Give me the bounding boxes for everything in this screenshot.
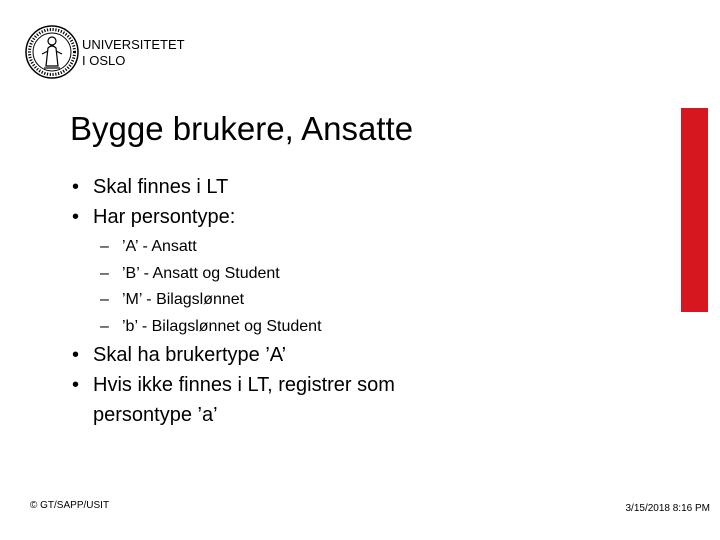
bullet-text: Skal finnes i LT [93, 176, 229, 198]
university-name-line2: I OSLO [82, 53, 126, 68]
university-seal-icon [24, 24, 80, 80]
university-name [82, 37, 185, 69]
sub-bullet-item [100, 314, 322, 341]
bullet-text: Har persontype: [93, 206, 236, 228]
sub-bullet-text: ’B’ - Ansatt og Student [122, 264, 280, 282]
dash-icon: – [100, 264, 109, 282]
sub-bullet-text: ’b’ - Bilagslønnet og Student [122, 317, 322, 335]
bullet-list-bottom [72, 340, 472, 430]
sub-bullet-text: ’M’ - Bilagslønnet [122, 291, 245, 308]
bullet-item [72, 172, 672, 202]
bullet-item [72, 340, 472, 370]
accent-bar [681, 108, 708, 312]
bullet-item [72, 202, 672, 232]
bullet-icon: • [72, 176, 80, 198]
sub-bullet-text: ’A’ - Ansatt [122, 238, 197, 255]
bullet-item [72, 370, 472, 430]
slide-title: Bygge brukere, Ansatte [70, 110, 414, 147]
bullet-icon: • [72, 374, 80, 396]
sub-bullet-item [100, 234, 322, 261]
bullet-list-top [72, 172, 672, 232]
bullet-icon: • [72, 206, 80, 228]
footer-copyright: © GT/SAPP/USIT [30, 500, 110, 511]
university-name-line1: UNIVERSITETET [82, 37, 185, 52]
footer-timestamp: 3/15/2018 8:16 PM [625, 503, 710, 514]
sub-bullet-item [100, 287, 322, 314]
dash-icon: – [100, 291, 109, 308]
bullet-icon: • [72, 344, 80, 366]
bullet-text: Skal ha brukertype ’A’ [93, 344, 287, 366]
sub-bullet-list [100, 234, 322, 340]
sub-bullet-item [100, 261, 322, 288]
dash-icon: – [100, 317, 109, 335]
bullet-text: Hvis ikke finnes i LT, registrer som persontype ’a’ [93, 374, 395, 426]
dash-icon: – [100, 238, 109, 255]
